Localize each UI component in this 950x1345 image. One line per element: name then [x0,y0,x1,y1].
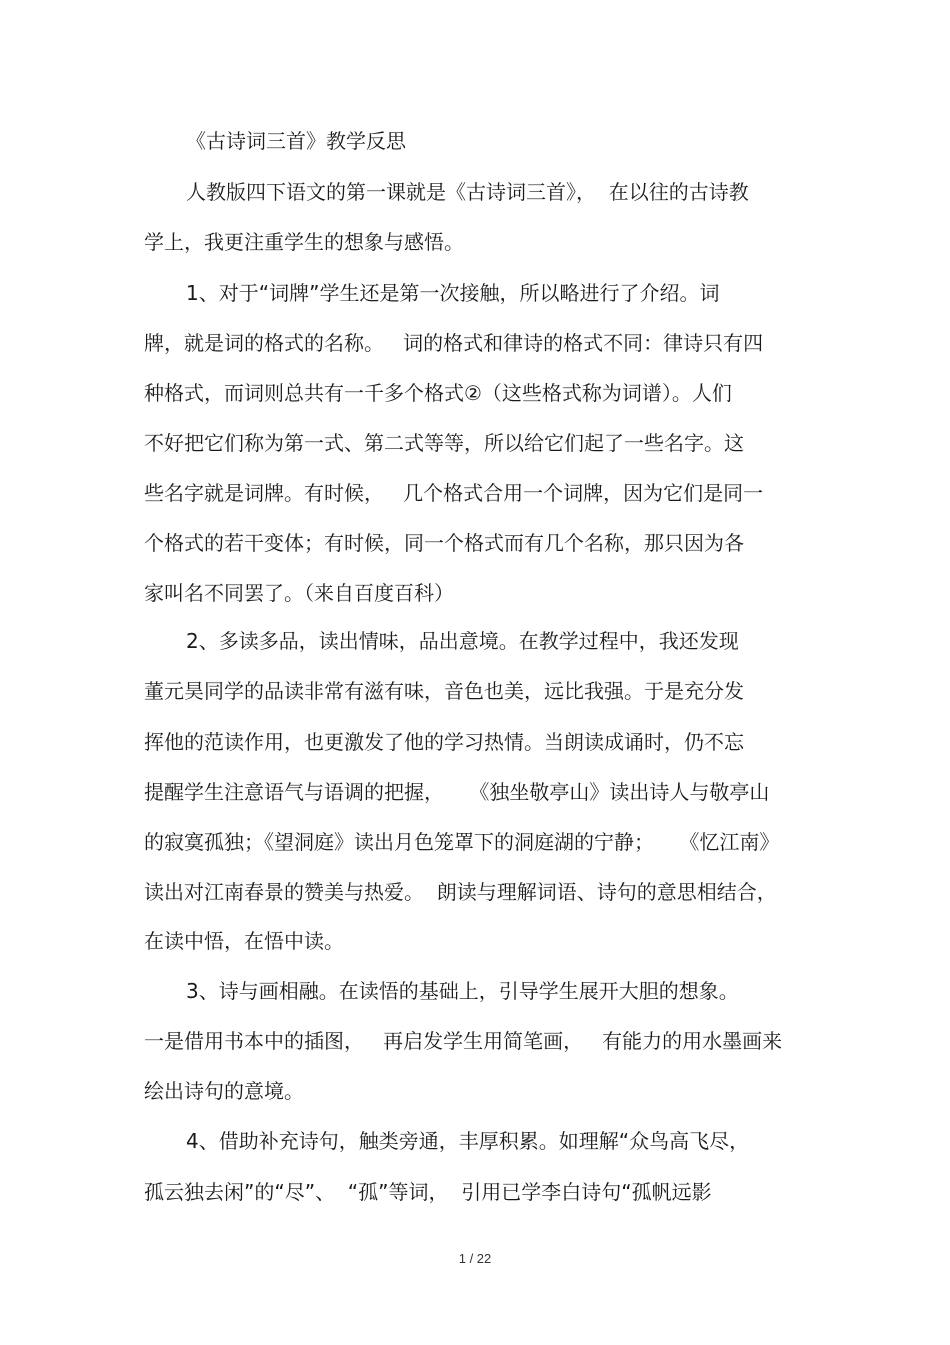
document-title: 《古诗词三首》教学反思 [186,129,406,153]
paragraph-line: 家叫名不同罢了。（来自百度百科） [144,581,454,605]
paragraph-line: 孤云独去闲”的“尽”、 “孤”等词， 引用已学李白诗句“孤帆远影 [144,1180,712,1204]
paragraph-line: 的寂寞孤独；《望洞庭》读出月色笼罩下的洞庭湖的宁静； 《忆江南》 [144,830,780,854]
paragraph-line: 一是借用书本中的插图， 再启发学生用简笔画， 有能力的用水墨画来 [144,1029,783,1053]
paragraph-line: 个格式的若干变体；有时候，同一个格式而有几个名称，那只因为各 [144,531,744,555]
paragraph-line: 种格式，而词则总共有一千多个格式②（这些格式称为词谱）。人们 [144,381,732,405]
paragraph-line: 在读中悟，在悟中读。 [144,929,344,953]
paragraph-line: 挥他的范读作用，也更激发了他的学习热情。当朗读成诵时，仍不忘 [144,730,744,754]
paragraph-line: 人教版四下语文的第一课就是《古诗词三首》， 在以往的古诗教 [186,180,749,204]
paragraph-line: 董元昊同学的品读非常有滋有味，音色也美，远比我强。于是充分发 [144,679,744,703]
page-number: 1 / 22 [458,1251,492,1266]
paragraph-line: 3、诗与画相融。在读悟的基础上，引导学生展开大胆的想象。 [186,979,739,1003]
paragraph-line: 些名字就是词牌。有时候， 几个格式合用一个词牌，因为它们是同一 [144,481,764,505]
paragraph-line: 1、对于“词牌”学生还是第一次接触，所以略进行了介绍。词 [186,281,720,305]
paragraph-line: 4、借助补充诗句，触类旁通，丰厚积累。如理解“众鸟高飞尽， [186,1129,750,1153]
paragraph-line: 牌，就是词的格式的名称。 词的格式和律诗的格式不同：律诗只有四 [144,331,764,355]
paragraph-line: 提醒学生注意语气与语调的把握， 《独坐敬亭山》读出诗人与敬亭山 [144,780,770,804]
paragraph-line: 学上，我更注重学生的想象与感悟。 [144,230,464,254]
paragraph-line: 读出对江南春景的赞美与热爱。 朗读与理解词语、诗句的意思相结合， [144,880,777,904]
paragraph-line: 不好把它们称为第一式、第二式等等，所以给它们起了一些名字。这 [144,431,744,455]
paragraph-line: 绘出诗句的意境。 [144,1079,304,1103]
paragraph-line: 2、多读多品，读出情味，品出意境。在教学过程中，我还发现 [186,629,739,653]
